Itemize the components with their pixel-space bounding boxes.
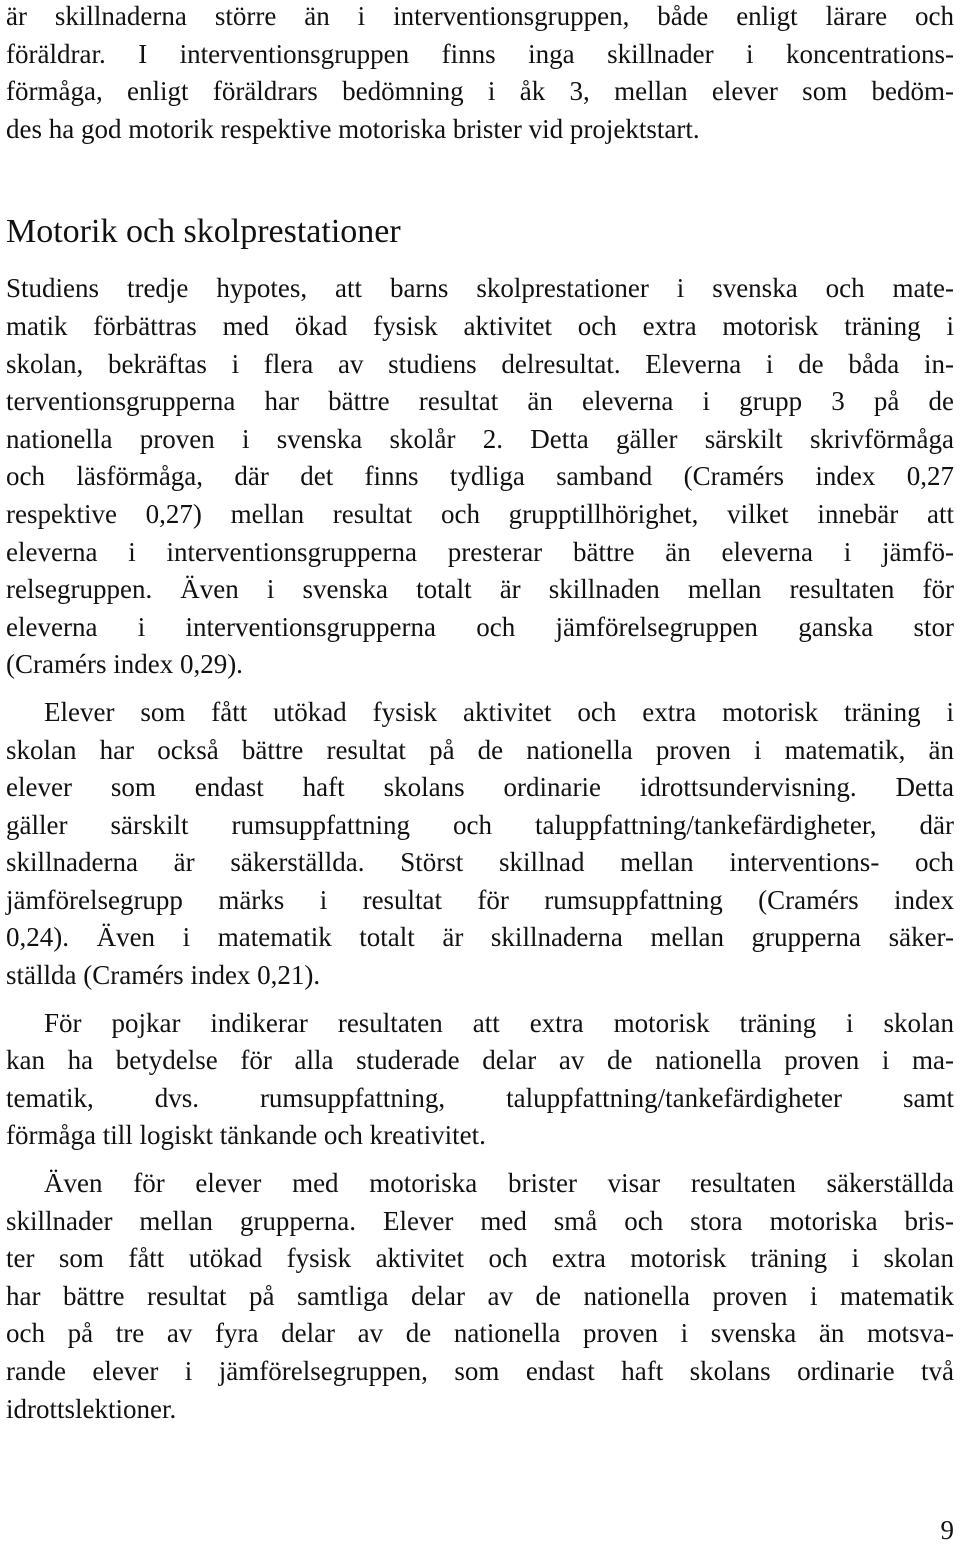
text-line: eleverna i interventionsgrupperna presterar bättre än eleverna i jämfö- (6, 536, 954, 567)
text-line: föräldrar. I interventionsgruppen finns inga skillnader i koncentrations- (6, 38, 954, 69)
text-line: terventionsgrupperna har bättre resultat än eleverna i grupp 3 på de (6, 386, 954, 417)
text-line: rande elever i jämförelsegruppen, som endast haft skolans ordinarie två (6, 1356, 954, 1386)
text-line: ter som fått utökad fysisk aktivitet och extra motorisk träning i skolan (6, 1243, 954, 1274)
text-line: des ha god motorik respektive motoriska brister vid projektstart. (6, 113, 700, 144)
body-paragraph-3 (6, 1005, 954, 1155)
text-line: eleverna i interventionsgrupperna och jämförelsegruppen ganska stor (6, 611, 954, 642)
text-line: har bättre resultat på samtliga delar av de nationella proven i matematik (6, 1280, 954, 1311)
text-line: skillnaderna är säkerställda. Störst skillnad mellan interventions- och (6, 847, 954, 878)
text-line: förmåga, enligt föräldrars bedömning i åk 3, mellan elever som bedöm- (6, 76, 954, 107)
text-line: och på tre av fyra delar av de nationella proven i svenska än motsva- (6, 1318, 954, 1349)
section-heading: Motorik och skolprestationer (6, 213, 401, 251)
text-line: nationella proven i svenska skolår 2. Detta gäller särskilt skrivförmåga (6, 423, 954, 454)
text-line: elever som endast haft skolans ordinarie idrottsundervisning. Detta (6, 772, 954, 803)
text-line: matik förbättras med ökad fysisk aktivitet och extra motorisk träning i (6, 310, 954, 341)
text-line: Även för elever med motoriska brister visar resultaten säkerställda (44, 1168, 954, 1199)
text-line: och läsförmåga, där det finns tydliga samband (Cramérs index 0,27 (6, 461, 954, 492)
text-line: förmåga till logiskt tänkande och kreativitet. (6, 1120, 486, 1151)
text-line: skillnader mellan grupperna. Elever med små och stora motoriska bris- (6, 1205, 954, 1236)
body-paragraph-1 (6, 270, 954, 684)
text-line: relsegruppen. Även i svenska totalt är skillnaden mellan resultaten för (6, 574, 954, 605)
intro-paragraph (6, 0, 954, 148)
text-line: Studiens tredje hypotes, att barns skolprestationer i svenska och mate- (6, 273, 954, 304)
text-line: (Cramérs index 0,29). (6, 649, 243, 680)
text-line: Elever som fått utökad fysisk aktivitet och extra motorisk träning i (44, 696, 954, 727)
text-line: tematik, dvs. rumsuppfattning, taluppfattning/tankefärdigheter samt (6, 1082, 954, 1113)
body-paragraph-4 (6, 1165, 954, 1428)
body-paragraph-2 (6, 694, 954, 995)
text-line: respektive 0,27) mellan resultat och grupptillhörighet, vilket innebär att (6, 498, 954, 529)
text-line: jämförelsegrupp märks i resultat för rumsuppfattning (Cramérs index (6, 884, 954, 915)
text-line: För pojkar indikerar resultaten att extra motorisk träning i skolan (44, 1007, 954, 1038)
text-line: gäller särskilt rumsuppfattning och taluppfattning/tankefärdigheter, där (6, 809, 954, 840)
document-page (6, 0, 954, 1428)
text-line: kan ha betydelse för alla studerade delar av de nationella proven i ma- (6, 1045, 954, 1076)
text-line: skolan har också bättre resultat på de nationella proven i matematik, än (6, 734, 954, 765)
page-number: 9 (940, 1515, 954, 1545)
text-line: är skillnaderna större än i interventionsgruppen, både enligt lärare och (6, 1, 954, 31)
text-line: skolan, bekräftas i flera av studiens delresultat. Eleverna i de båda in- (6, 348, 954, 379)
text-line: ställda (Cramérs index 0,21). (6, 960, 321, 991)
text-line: 0,24). Även i matematik totalt är skillnaderna mellan grupperna säker- (6, 922, 954, 953)
text-line: idrottslektioner. (6, 1393, 177, 1424)
